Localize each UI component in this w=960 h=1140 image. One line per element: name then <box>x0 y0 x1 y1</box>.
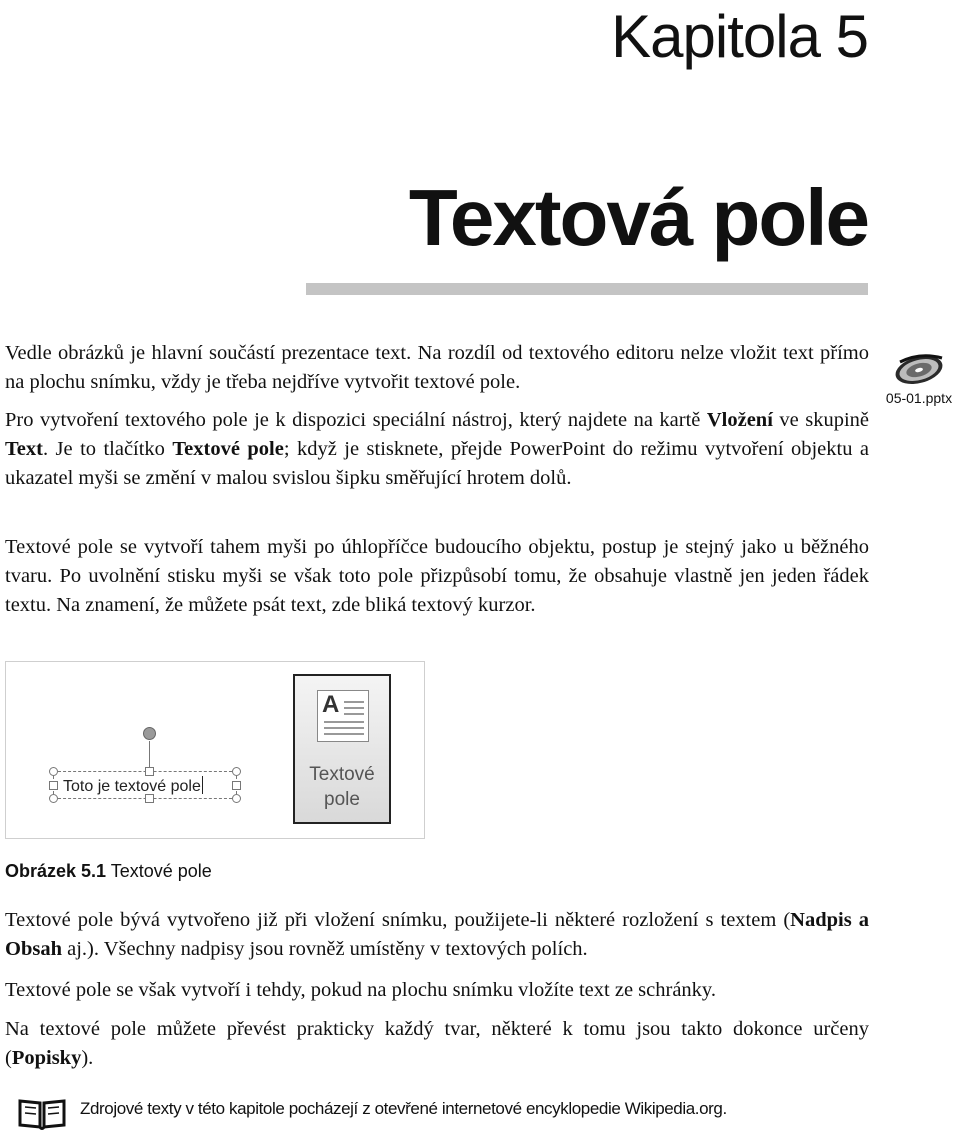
bold-term-text: Text <box>5 438 43 460</box>
resize-handle-left <box>49 781 58 790</box>
text-run: . Je to tlačítko <box>42 438 173 460</box>
text-run: ). <box>81 1047 94 1069</box>
icon-line <box>344 707 364 709</box>
cd-disc-icon <box>890 348 948 388</box>
icon-line <box>324 727 364 729</box>
resize-handle-bottom-right <box>232 794 241 803</box>
text-run: Na textové pole můžete převést prakticky každý tvar, některé k tomu jsou takto dokonce určeny ( <box>5 1018 869 1069</box>
resize-handle-top-right <box>232 767 241 776</box>
resize-handle-bottom-left <box>49 794 58 803</box>
bold-term-nadpis-obsah: Nadpis a Obsah <box>5 909 869 960</box>
resize-handle-top-left <box>49 767 58 776</box>
footer-source-note: Zdrojové texty v této kapitole pocházejí z otevřené internetové encyklopedie Wikipedia.org. <box>80 1099 727 1118</box>
title-underline <box>306 283 868 295</box>
paragraph-shapes <box>5 1015 869 1073</box>
textbox-content <box>63 776 203 796</box>
text-cursor <box>202 776 203 794</box>
resize-handle-top <box>145 767 154 776</box>
textbox-ribbon-button <box>293 674 391 824</box>
paragraph-intro: Vedle obrázků je hlavní součástí prezentace text. Na rozdíl od textového editoru nelze vložit text přímo na plochu snímku, vždy je třeba nejdříve vytvořit textové pole. <box>5 342 869 393</box>
paragraph-creating-box: Textové pole se vytvoří tahem myši po úhlopříčce budoucího objektu, postup je stejný jako u běžného tvaru. Po uvolnění stisku myši se však toto pole přizpůsobí tomu, že obsahuje vlastně jen jeden řádek textu. Na znamení, že můžete psát text, zde bliká textový kurzor. <box>5 536 869 616</box>
figure-image <box>5 661 425 839</box>
icon-line <box>344 713 364 715</box>
figure-caption <box>5 861 212 882</box>
icon-line <box>324 721 364 723</box>
text-run: ; když je stisknete, přejde PowerPoint do režimu vytvoření objektu a ukazatel myši se změní v malou svislou šipku směřující hrotem dolů. <box>5 438 869 489</box>
icon-line <box>344 701 364 703</box>
paragraph-clipboard: Textové pole se však vytvoří i tehdy, pokud na plochu snímku vložíte text ze schránky. <box>5 979 716 1001</box>
resize-handle-right <box>232 781 241 790</box>
caption-number: Obrázek 5.1 <box>5 861 107 881</box>
button-label-line1: Textové <box>309 764 375 785</box>
paragraph-text-tool <box>5 406 869 493</box>
rotation-handle <box>143 727 156 740</box>
text-run: aj.). Všechny nadpisy jsou rovněž umístěny v textových polích. <box>61 938 588 960</box>
sample-file-name: 05-01.pptx <box>885 390 953 406</box>
icon-line <box>324 733 364 735</box>
bold-term-popisky: Popisky <box>11 1047 82 1069</box>
text-run: Textové pole bývá vytvořeno již při vložení snímku, použijete-li některé rozložení s textem ( <box>5 909 791 931</box>
button-label-line2: pole <box>324 789 360 810</box>
textbox-button-label <box>295 762 389 812</box>
text-run: ve skupině <box>772 409 869 431</box>
text-run: Pro vytvoření textového pole je k dispozici speciální nástroj, který najdete na kartě <box>5 409 707 431</box>
textbox-demo <box>49 767 241 803</box>
chapter-title: Textová pole <box>408 173 868 262</box>
textbox-text: Toto je textové pole <box>63 778 201 795</box>
caption-text: Textové pole <box>106 861 212 881</box>
paragraph-layout <box>5 906 869 964</box>
sample-file-reference <box>878 348 960 406</box>
textbox-icon <box>317 690 369 742</box>
bold-term-textove-pole: Textové pole <box>172 438 284 460</box>
chapter-label: Kapitola 5 <box>611 3 868 70</box>
book-icon <box>16 1097 68 1131</box>
textbox-icon-letter: A <box>322 691 340 718</box>
bold-term-vlozeni: Vložení <box>706 409 773 431</box>
